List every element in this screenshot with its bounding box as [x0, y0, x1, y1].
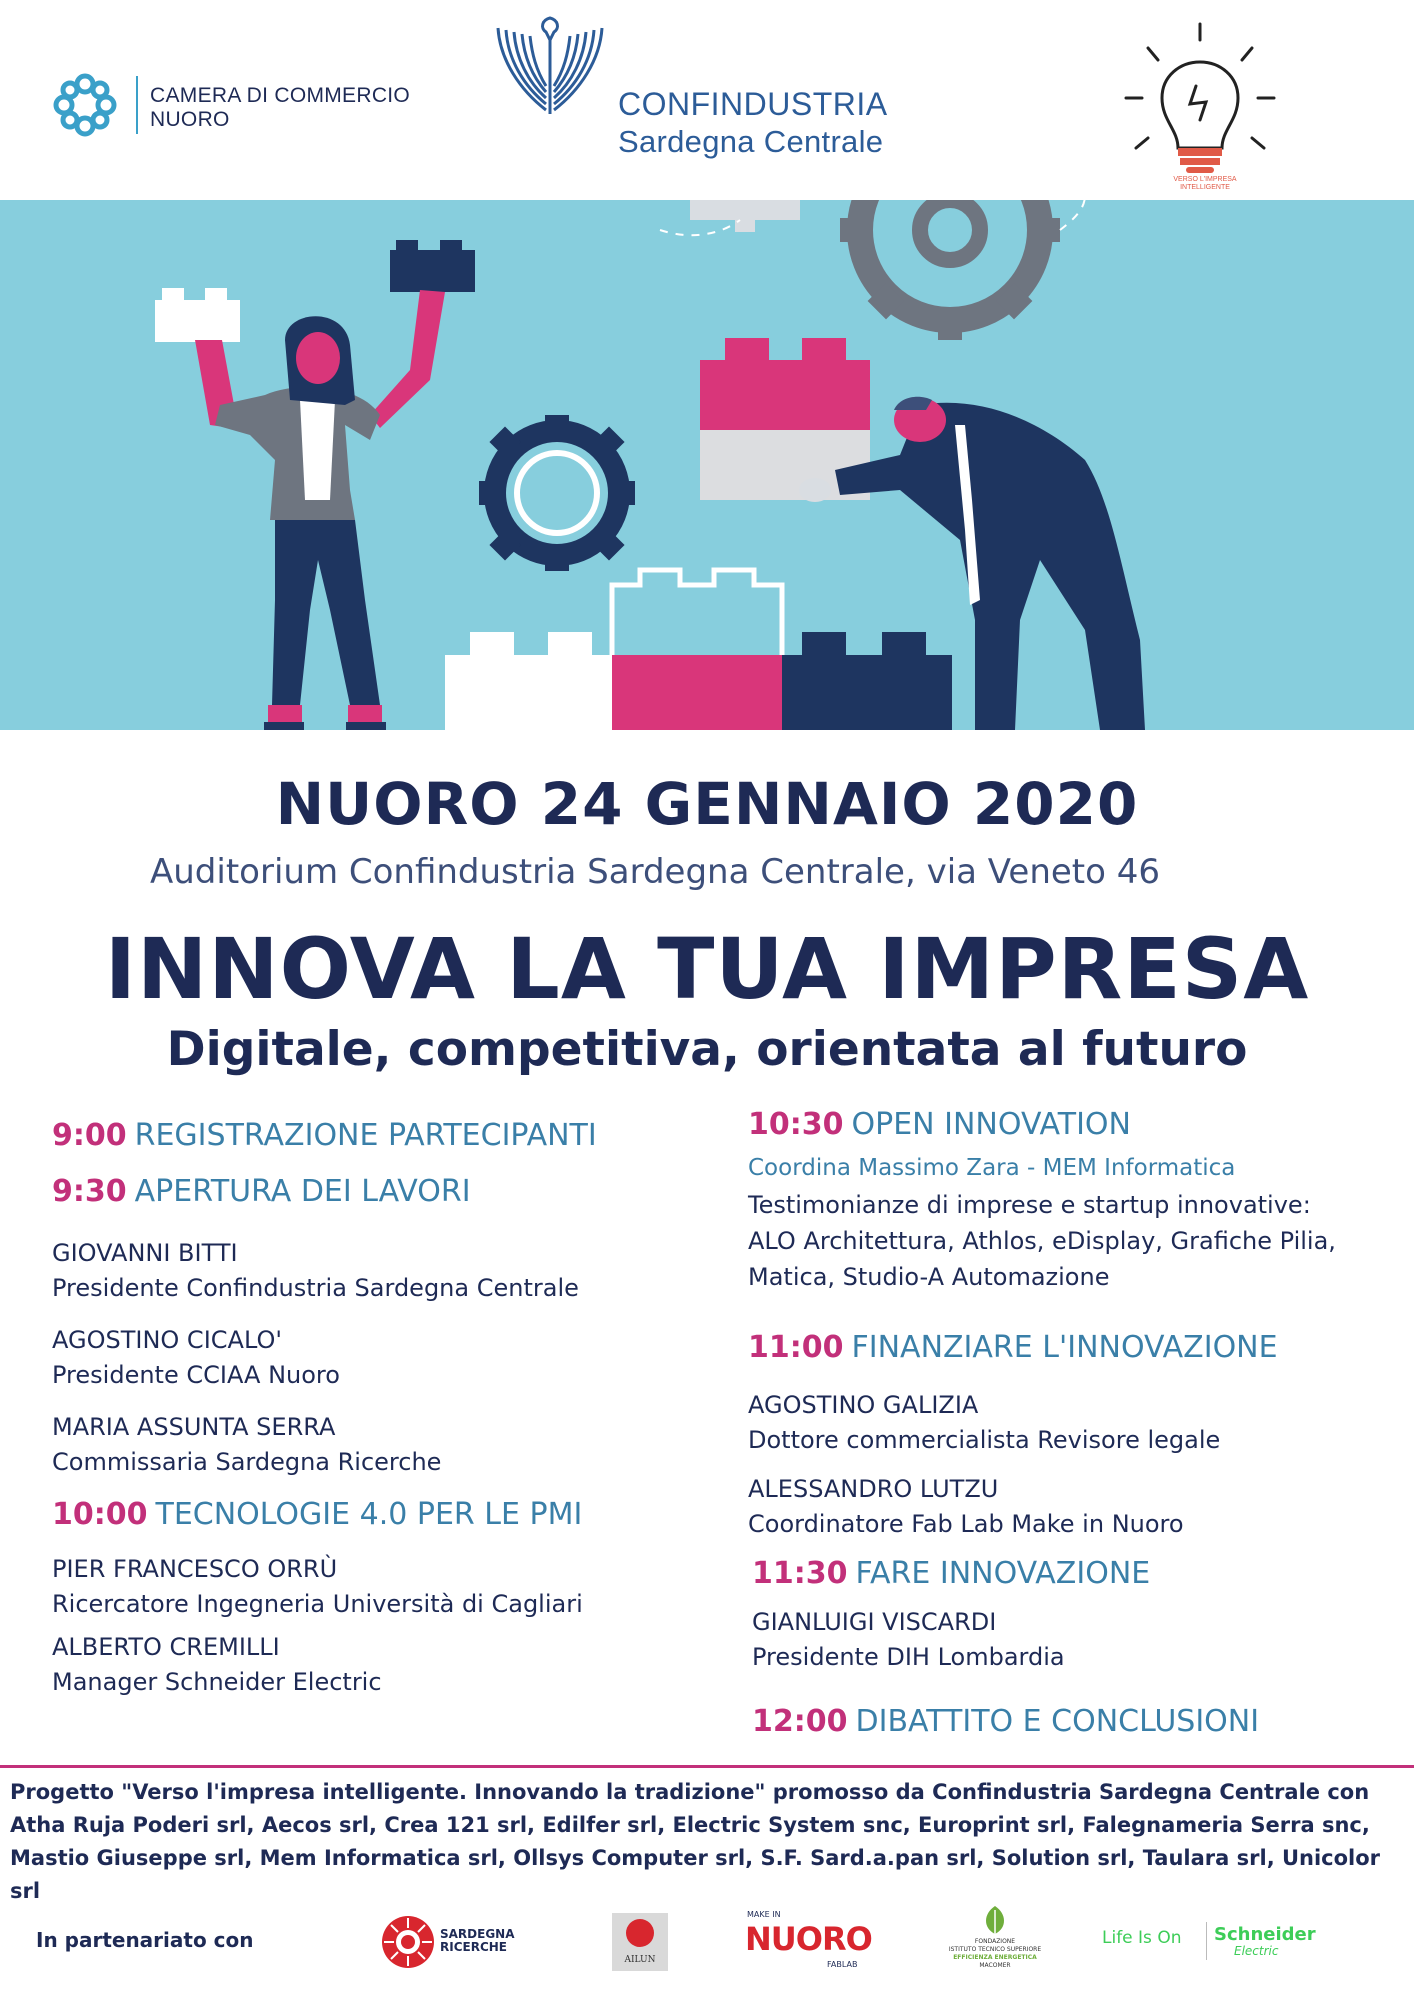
speaker — [52, 1630, 382, 1700]
confindustria-name: CONFINDUSTRIA — [618, 86, 888, 122]
speaker — [52, 1552, 583, 1622]
slot-title: REGISTRAZIONE PARTECIPANTI — [134, 1118, 597, 1153]
partners-label: In partenariato con — [36, 1928, 254, 1952]
its-line3: EFFICIENZA ENERGETICA — [953, 1954, 1037, 1961]
its-efficienza-energetica-logo — [930, 1904, 1060, 1980]
program-slot-open-innovation — [748, 1107, 1131, 1142]
event-subheadline: Digitale, competitiva, orientata al futuro — [166, 1022, 1248, 1077]
ailun-emblem-icon — [612, 1913, 668, 1957]
speaker — [748, 1472, 1184, 1542]
program-slot-tecnologie — [52, 1497, 582, 1532]
navy-brick-icon — [782, 632, 952, 730]
slot-title: APERTURA DEI LAVORI — [134, 1174, 471, 1209]
program-slot-conclusioni — [752, 1704, 1259, 1739]
logo-divider — [136, 76, 138, 134]
footer-divider — [0, 1765, 1414, 1768]
lightbulb-icon — [1100, 20, 1290, 180]
slot-time: 11:30 — [752, 1556, 848, 1591]
project-line: Atha Ruja Poderi srl, Aecos srl, Crea 121 srl, Edilfer srl, Electric System snc, Europrint srl, Falegnameria Serra snc, — [10, 1813, 1370, 1837]
program-slot-finanziare — [748, 1330, 1278, 1365]
make-in-nuoro-logo — [745, 1910, 872, 1976]
electric-text: Electric — [1234, 1944, 1279, 1958]
slot-title: FINANZIARE L'INNOVAZIONE — [851, 1330, 1278, 1365]
speaker — [748, 1388, 1220, 1458]
slot-time: 10:30 — [748, 1107, 844, 1142]
testimonials-line: Testimonianze di imprese e startup innovative: — [748, 1191, 1311, 1219]
confindustria-logo — [490, 10, 910, 180]
sun-icon — [380, 1914, 436, 1970]
its-text — [930, 1938, 1060, 1970]
makein-main-text: NUORO — [745, 1920, 872, 1958]
eagle-icon — [490, 10, 610, 120]
sardegna-ricerche-text: SARDEGNA RICERCHE — [440, 1927, 515, 1954]
slot-title: DIBATTITO E CONCLUSIONI — [855, 1704, 1260, 1739]
speaker-role: Dottore commercialista Revisore legale — [748, 1426, 1221, 1454]
speaker — [52, 1236, 579, 1306]
white-brick-icon — [445, 632, 615, 730]
program-slot-opening — [52, 1174, 471, 1209]
project-line: Progetto "Verso l'impresa intelligente. Innovando la tradizione" promosso da Confindustria Sardegna Centrale con — [10, 1780, 1370, 1804]
small-top-gear-icon — [690, 200, 800, 232]
bulb-caption: VERSO L'IMPRESA INTELLIGENTE — [1173, 176, 1237, 191]
makein-top-text: MAKE IN — [747, 1910, 781, 1919]
speaker-role: Presidente Confindustria Sardegna Centrale — [52, 1274, 579, 1302]
camera-line2: NUORO — [150, 108, 230, 131]
slot-title: OPEN INNOVATION — [851, 1107, 1131, 1142]
speaker — [52, 1323, 340, 1393]
makein-sub-text: FABLAB — [827, 1960, 858, 1969]
camera-line1: CAMERA DI COMMERCIO — [150, 84, 411, 107]
top-gear-icon — [840, 200, 1060, 340]
speaker-name: GIOVANNI BITTI — [52, 1239, 238, 1267]
event-headline: INNOVA LA TUA IMPRESA — [104, 920, 1310, 1018]
slot-time: 10:00 — [52, 1497, 148, 1532]
testimonials-line: Matica, Studio-A Automazione — [748, 1263, 1110, 1291]
schneider-electric-logo — [1100, 1920, 1320, 1970]
ailun-logo — [612, 1913, 668, 1971]
verso-impresa-intelligente-logo — [1100, 20, 1290, 200]
chamber-knot-icon — [50, 70, 120, 140]
speaker-role: Presidente DIH Lombardia — [752, 1643, 1065, 1671]
teamwork-illustration — [0, 200, 1414, 730]
slot-time: 11:00 — [748, 1330, 844, 1365]
navy-gear-icon — [479, 415, 635, 571]
speaker-role: Coordinatore Fab Lab Make in Nuoro — [748, 1510, 1184, 1538]
slot-title: TECNOLOGIE 4.0 PER LE PMI — [155, 1497, 583, 1532]
camera-logo-text — [150, 84, 410, 132]
speaker — [752, 1605, 1065, 1675]
speaker-role: Manager Schneider Electric — [52, 1668, 382, 1696]
event-venue: Auditorium Confindustria Sardegna Centrale, via Veneto 46 — [150, 852, 1160, 892]
leaf-icon — [975, 1904, 1015, 1936]
speaker-name: PIER FRANCESCO ORRÙ — [52, 1555, 338, 1583]
businesswoman-figure — [155, 240, 475, 730]
life-is-on-text: Life Is On — [1102, 1928, 1182, 1948]
camera-di-commercio-logo — [50, 70, 420, 150]
speaker-name: AGOSTINO CICALO' — [52, 1326, 282, 1354]
speaker-name: GIANLUIGI VISCARDI — [752, 1608, 997, 1636]
speaker-name: ALESSANDRO LUTZU — [748, 1475, 999, 1503]
its-line2: ISTITUTO TECNICO SUPERIORE — [948, 1946, 1042, 1953]
speaker-name: ALBERTO CREMILLI — [52, 1633, 280, 1661]
schneider-divider — [1206, 1922, 1207, 1960]
its-line4: MACOMER — [979, 1962, 1011, 1969]
ailun-text: AILUN — [624, 1955, 656, 1965]
sardegna-ricerche-logo — [380, 1912, 530, 1972]
speaker — [52, 1410, 441, 1480]
slot-time: 9:00 — [52, 1118, 127, 1153]
its-line1: FONDAZIONE — [974, 1938, 1016, 1945]
speaker-name: MARIA ASSUNTA SERRA — [52, 1413, 336, 1441]
testimonials-block — [748, 1187, 1336, 1295]
testimonials-line: ALO Architettura, Athlos, eDisplay, Grafiche Pilia, — [748, 1227, 1336, 1255]
project-line: Mastio Giuseppe srl, Mem Informatica srl, Ollsys Computer srl, S.F. Sard.a.pan srl, Solution srl, Taulara srl, Unicolor srl — [10, 1846, 1381, 1903]
event-date: NUORO 24 GENNAIO 2020 — [275, 770, 1139, 838]
confindustria-region: Sardegna Centrale — [618, 124, 884, 159]
project-description — [10, 1776, 1410, 1908]
speaker-role: Presidente CCIAA Nuoro — [52, 1361, 340, 1389]
slot-title: FARE INNOVAZIONE — [855, 1556, 1151, 1591]
hero-illustration — [0, 200, 1414, 730]
pink-brick-icon — [612, 570, 782, 730]
schneider-text: Schneider — [1214, 1924, 1316, 1945]
program-slot-registration — [52, 1118, 597, 1153]
program-slot-fare-innovazione — [752, 1556, 1150, 1591]
slot-time: 12:00 — [752, 1704, 848, 1739]
speaker-name: AGOSTINO GALIZIA — [748, 1391, 979, 1419]
speaker-role: Commissaria Sardegna Ricerche — [52, 1448, 442, 1476]
speaker-role: Ricercatore Ingegneria Università di Cagliari — [52, 1590, 583, 1618]
session-coordinator: Coordina Massimo Zara - MEM Informatica — [748, 1155, 1236, 1181]
slot-time: 9:30 — [52, 1174, 127, 1209]
